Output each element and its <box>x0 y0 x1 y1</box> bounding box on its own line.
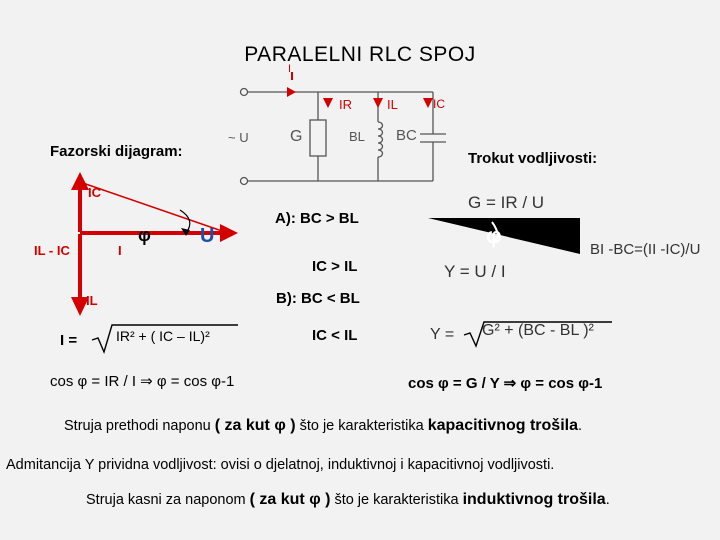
triangle-shape <box>428 218 580 254</box>
phasor-label-il: IL <box>86 293 98 308</box>
note-capacitive-period: . <box>577 418 583 434</box>
note-capacitive-text-2: što je karakteristika <box>299 418 424 434</box>
u-phasor-head <box>220 224 238 242</box>
circuit-label-ic: IC <box>433 97 445 111</box>
circuit-label-source: ~ U <box>228 130 249 145</box>
page-title: PARALELNI RLC SPOJ <box>244 43 476 66</box>
ic-phasor-head <box>71 172 89 190</box>
i-formula-lhs: I = <box>60 332 78 349</box>
i-formula-body: IR² + ( IC – IL)² <box>116 328 210 344</box>
y-formula-body: G² + (BC - BL )² <box>482 322 594 339</box>
current-ic-arrow <box>423 98 433 108</box>
note-capacitive-angle: ( za kut φ ) <box>214 417 296 434</box>
terminal-top <box>241 89 248 96</box>
triangle-heading: Trokut vodljivosti: <box>468 150 598 167</box>
case-b-condition: B): BC < BL <box>276 290 360 307</box>
triangle-cos-formula: cos φ = G / Y ⇒ φ = cos φ-1 <box>408 375 603 392</box>
note-capacitive <box>64 417 582 435</box>
y-formula-lhs: Y = <box>430 326 455 343</box>
circuit-label-il: IL <box>387 97 398 112</box>
circuit-label-ir: IR <box>339 97 352 112</box>
note-admittance: Admitancija Y prividna vodljivost: ovisi o djelatnoj, induktivnoj i kapacitivnoj vodljivosti. <box>6 457 555 473</box>
phasor-heading: Fazorski dijagram: <box>50 143 183 160</box>
circuit-label-bc: BC <box>396 127 417 144</box>
note-capacitive-keyword: kapacitivnog trošila <box>427 417 578 434</box>
note-inductive-angle: ( za kut φ ) <box>249 491 331 508</box>
current-ir-arrow <box>323 98 333 108</box>
triangle-g-eq: G = IR / U <box>468 193 545 212</box>
circuit-label-i: I <box>288 63 292 75</box>
resistor <box>310 120 326 156</box>
phasor-label-i: I <box>118 243 122 258</box>
phasor-cos-formula: cos φ = IR / I ⇒ φ = cos φ-1 <box>50 373 235 390</box>
note-inductive-text-2: što je karakteristika <box>334 492 459 508</box>
case-a-condition: A): BC > BL <box>275 210 359 227</box>
circuit-current-arrows <box>287 72 433 108</box>
current-il-arrow <box>373 98 383 108</box>
note-capacitive-text-1: Struja prethodi naponu <box>64 418 211 434</box>
terminal-bottom <box>241 178 248 185</box>
case-b-current: IC < IL <box>312 327 358 344</box>
note-inductive-keyword: induktivnog trošila <box>462 491 606 508</box>
phasor-label-phi: φ <box>138 225 151 245</box>
phasor-label-u: U <box>200 225 215 247</box>
phasor-label-il-ic: IL - IC <box>34 243 70 258</box>
note-inductive-text-1: Struja kasni za naponom <box>86 492 246 508</box>
triangle-y-eq: Y = U / I <box>444 262 506 281</box>
triangle-side-label: BI -BC=(II -IC)/U <box>590 241 701 258</box>
inductor <box>378 122 383 157</box>
phasor-label-ic: IC <box>88 185 101 200</box>
circuit-label-g: G <box>290 128 303 145</box>
note-inductive-period: . <box>605 492 610 508</box>
note-inductive <box>86 491 610 509</box>
i-resultant <box>80 182 222 231</box>
circuit-label-bl: BL <box>349 129 365 144</box>
triangle-phi: φ <box>486 223 502 248</box>
current-i-arrow <box>287 87 296 97</box>
case-a-current: IC > IL <box>312 258 358 275</box>
admittance-triangle <box>428 218 580 254</box>
